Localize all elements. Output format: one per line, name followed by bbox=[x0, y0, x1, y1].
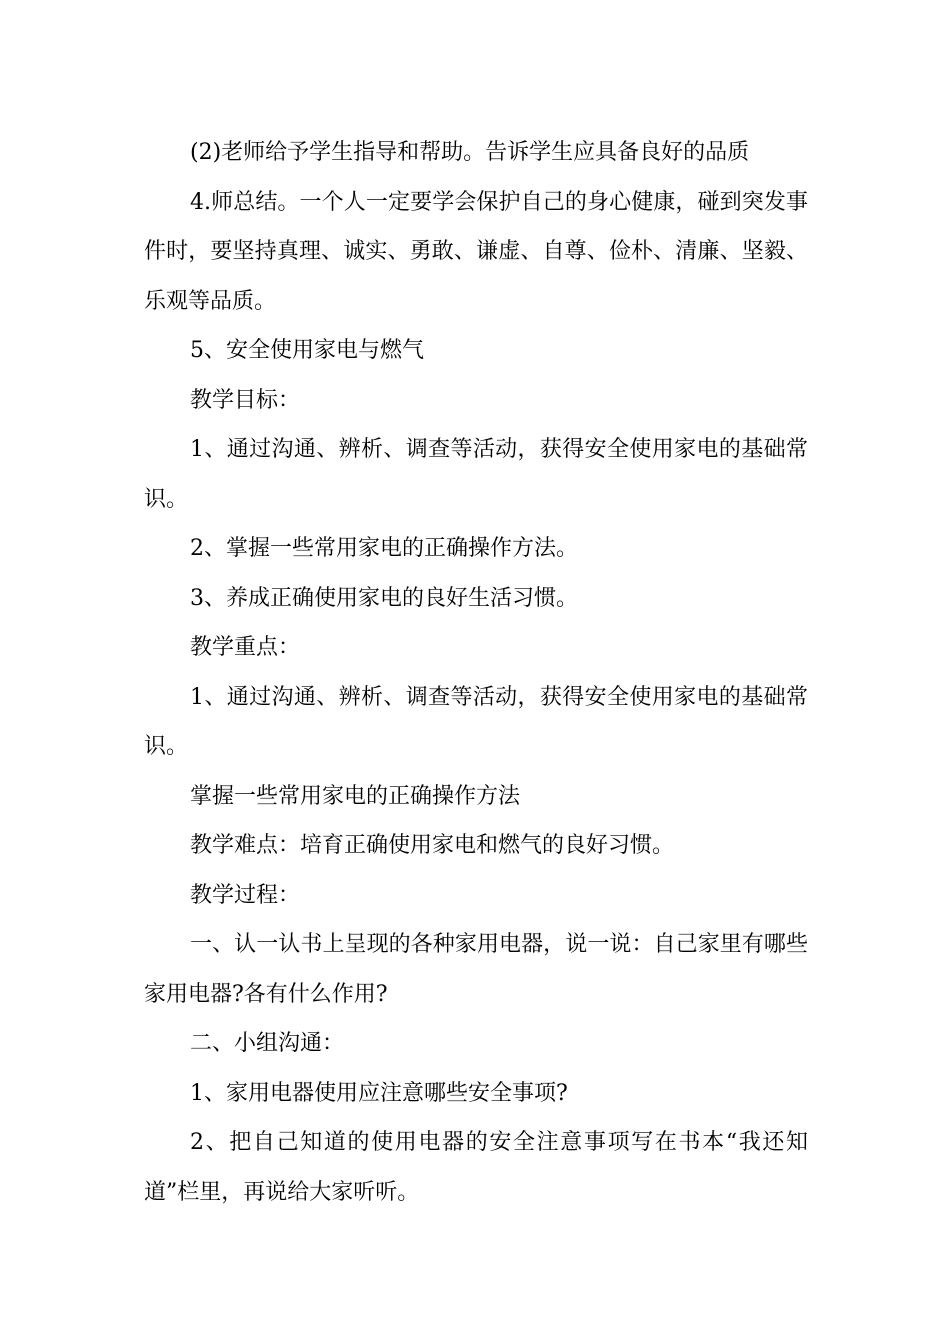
process-substep-1: 1、家用电器使用应注意哪些安全事项? bbox=[190, 1080, 568, 1106]
process-step-2: 二、小组沟通： bbox=[190, 1031, 345, 1056]
section-heading-process: 教学过程： bbox=[190, 882, 301, 908]
process-step-1: 一、认一认书上呈现的各种家用电器，说一说：自己家里有哪些家用电器?各有什么作用? bbox=[144, 932, 808, 1007]
document-body bbox=[144, 128, 808, 1217]
paragraph-teacher-summary: 4.师总结。一个人一定要学会保护自己的身心健康，碰到突发事件时，要坚持真理、诚实、勇敢、谦虚、自尊、俭朴、清廉、坚毅、乐观等品质。 bbox=[144, 189, 808, 314]
section-heading-key-points: 教学重点： bbox=[190, 635, 301, 660]
key-point-item-1: 1、通过沟通、辨析、调查等活动，获得安全使用家电的基础常识。 bbox=[144, 684, 808, 759]
process-substep-2: 2、把自己知道的使用电器的安全注意事项写在书本“我还知道”栏里，再说给大家听听。 bbox=[144, 1130, 808, 1205]
paragraph-teacher-guidance: (2)老师给予学生指导和帮助。告诉学生应具备良好的品质 bbox=[190, 140, 750, 165]
objective-item-1: 1、通过沟通、辨析、调查等活动，获得安全使用家电的基础常识。 bbox=[144, 437, 808, 512]
section-heading-objectives: 教学目标： bbox=[190, 387, 301, 413]
objective-item-3: 3、养成正确使用家电的良好生活习惯。 bbox=[190, 585, 578, 611]
lesson-title: 5、安全使用家电与燃气 bbox=[190, 338, 424, 363]
objective-item-2: 2、掌握一些常用家电的正确操作方法。 bbox=[190, 536, 578, 561]
key-point-item-2: 掌握一些常用家电的正确操作方法 bbox=[190, 783, 521, 809]
section-difficulty: 教学难点：培育正确使用家电和燃气的良好习惯。 bbox=[190, 833, 675, 858]
